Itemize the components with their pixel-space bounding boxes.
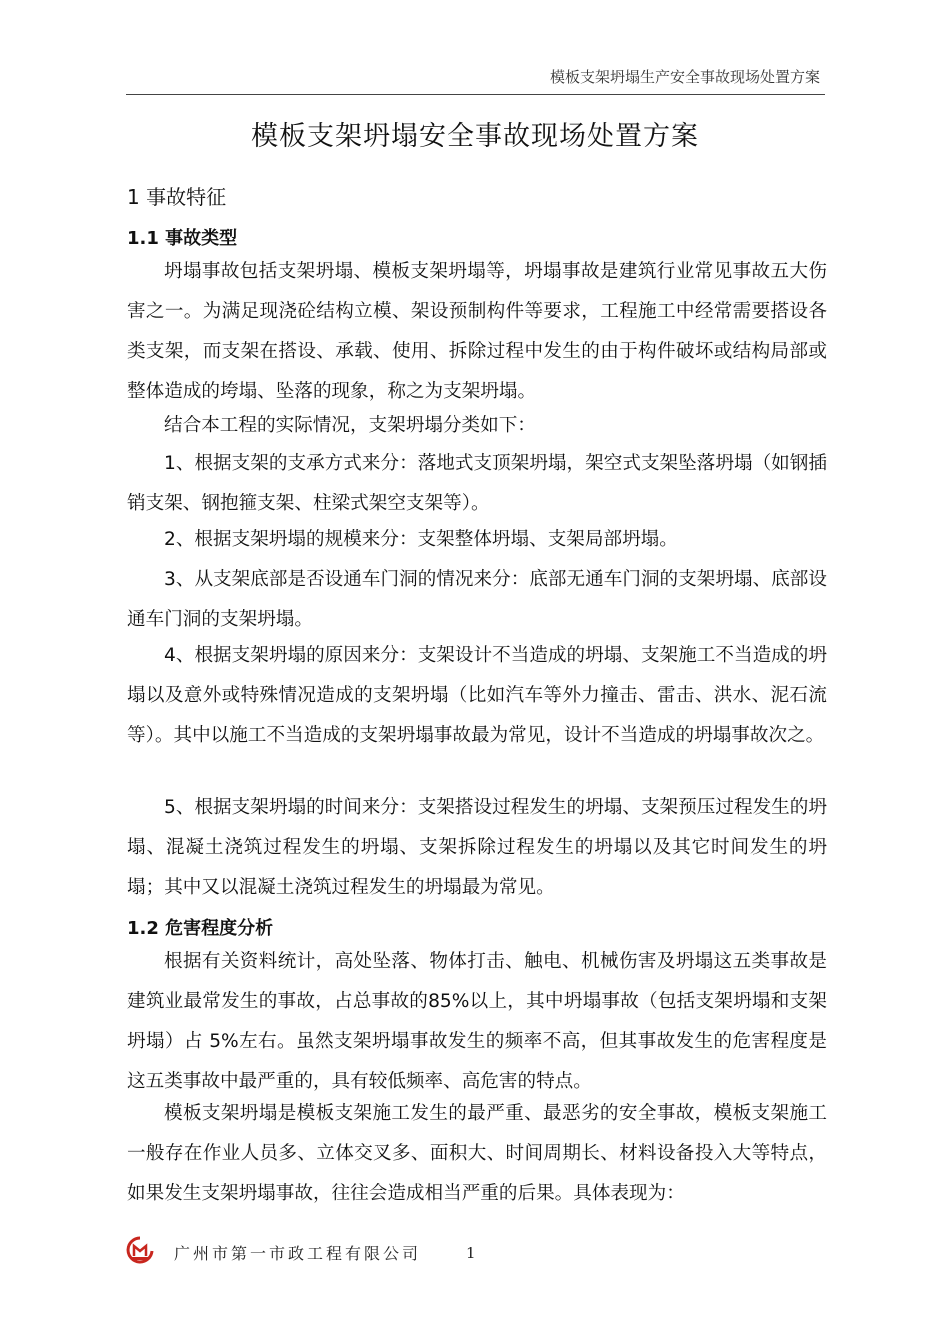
section-heading-1-1: 1.1 事故类型 <box>127 228 238 249</box>
paragraph-classification-intro: 结合本工程的实际情况，支架坍塌分类如下： <box>164 415 536 436</box>
paragraph-classification-1: 1、根据支架的支承方式来分：落地式支顶架坍塌，架空式支架坠落坍塌（如钢插销支架、钢抱箍支架、柱梁式架空支架等）。 <box>127 453 827 514</box>
paragraph-accident-types: 坍塌事故包括支架坍塌、模板支架坍塌等，坍塌事故是建筑行业常见事故五大伤害之一。为满足现浇砼结构立模、架设预制构件等要求，工程施工中经常需要搭设各类支架，而支架在搭设、承载、使用、拆除过程中发生的由于构件破坏或结构局部或整体造成的垮塌、坠落的现象，称之为支架坍塌。 <box>127 261 827 402</box>
section-heading-1: 1 事故特征 <box>127 185 227 209</box>
page-footer <box>126 1236 546 1272</box>
paragraph-classification-3: 3、从支架底部是否设通车门洞的情况来分：底部无通车门洞的支架坍塌、底部设通车门洞的支架坍塌。 <box>127 569 827 630</box>
running-header: 模板支架坍塌生产安全事故现场处置方案 <box>549 68 820 86</box>
paragraph-hazard-statistics: 根据有关资料统计，高处坠落、物体打击、触电、机械伤害及坍塌这五类事故是建筑业最常发生的事故，占总事故的85%以上，其中坍塌事故（包括支架坍塌和支架坍塌）占 5%左右。虽然支架坍塌事故发生的频率不高，但其事故发生的危害程度是这五类事故中最严重的，具有较低频率、高危害的特点。 <box>127 951 827 1092</box>
company-logo-icon <box>126 1236 154 1266</box>
section-heading-1-2: 1.2 危害程度分析 <box>127 918 274 939</box>
paragraph-classification-5: 5、根据支架坍塌的时间来分：支架搭设过程发生的坍塌、支架预压过程发生的坍塌、混凝土浇筑过程发生的坍塌、支架拆除过程发生的坍塌以及其它时间发生的坍塌；其中又以混凝土浇筑过程发生的坍塌最为常见。 <box>127 797 827 898</box>
header-divider <box>126 94 825 95</box>
paragraph-hazard-consequences: 模板支架坍塌是模板支架施工发生的最严重、最恶劣的安全事故，模板支架施工一般存在作业人员多、立体交叉多、面积大、时间周期长、材料设备投入大等特点，如果发生支架坍塌事故，往往会造成相当严重的后果。具体表现为： <box>127 1103 827 1204</box>
page-number: 1 <box>466 1244 476 1262</box>
paragraph-classification-4: 4、根据支架坍塌的原因来分：支架设计不当造成的坍塌、支架施工不当造成的坍塌以及意外或特殊情况造成的支架坍塌（比如汽车等外力撞击、雷击、洪水、泥石流等）。其中以施工不当造成的支架坍塌事故最为常见，设计不当造成的坍塌事故次之。 <box>127 645 827 746</box>
paragraph-classification-2: 2、根据支架坍塌的规模来分：支架整体坍塌、支架局部坍塌。 <box>164 529 678 550</box>
company-name: 广州市第一市政工程有限公司 <box>174 1244 422 1263</box>
document-title: 模板支架坍塌安全事故现场处置方案 <box>251 121 699 152</box>
